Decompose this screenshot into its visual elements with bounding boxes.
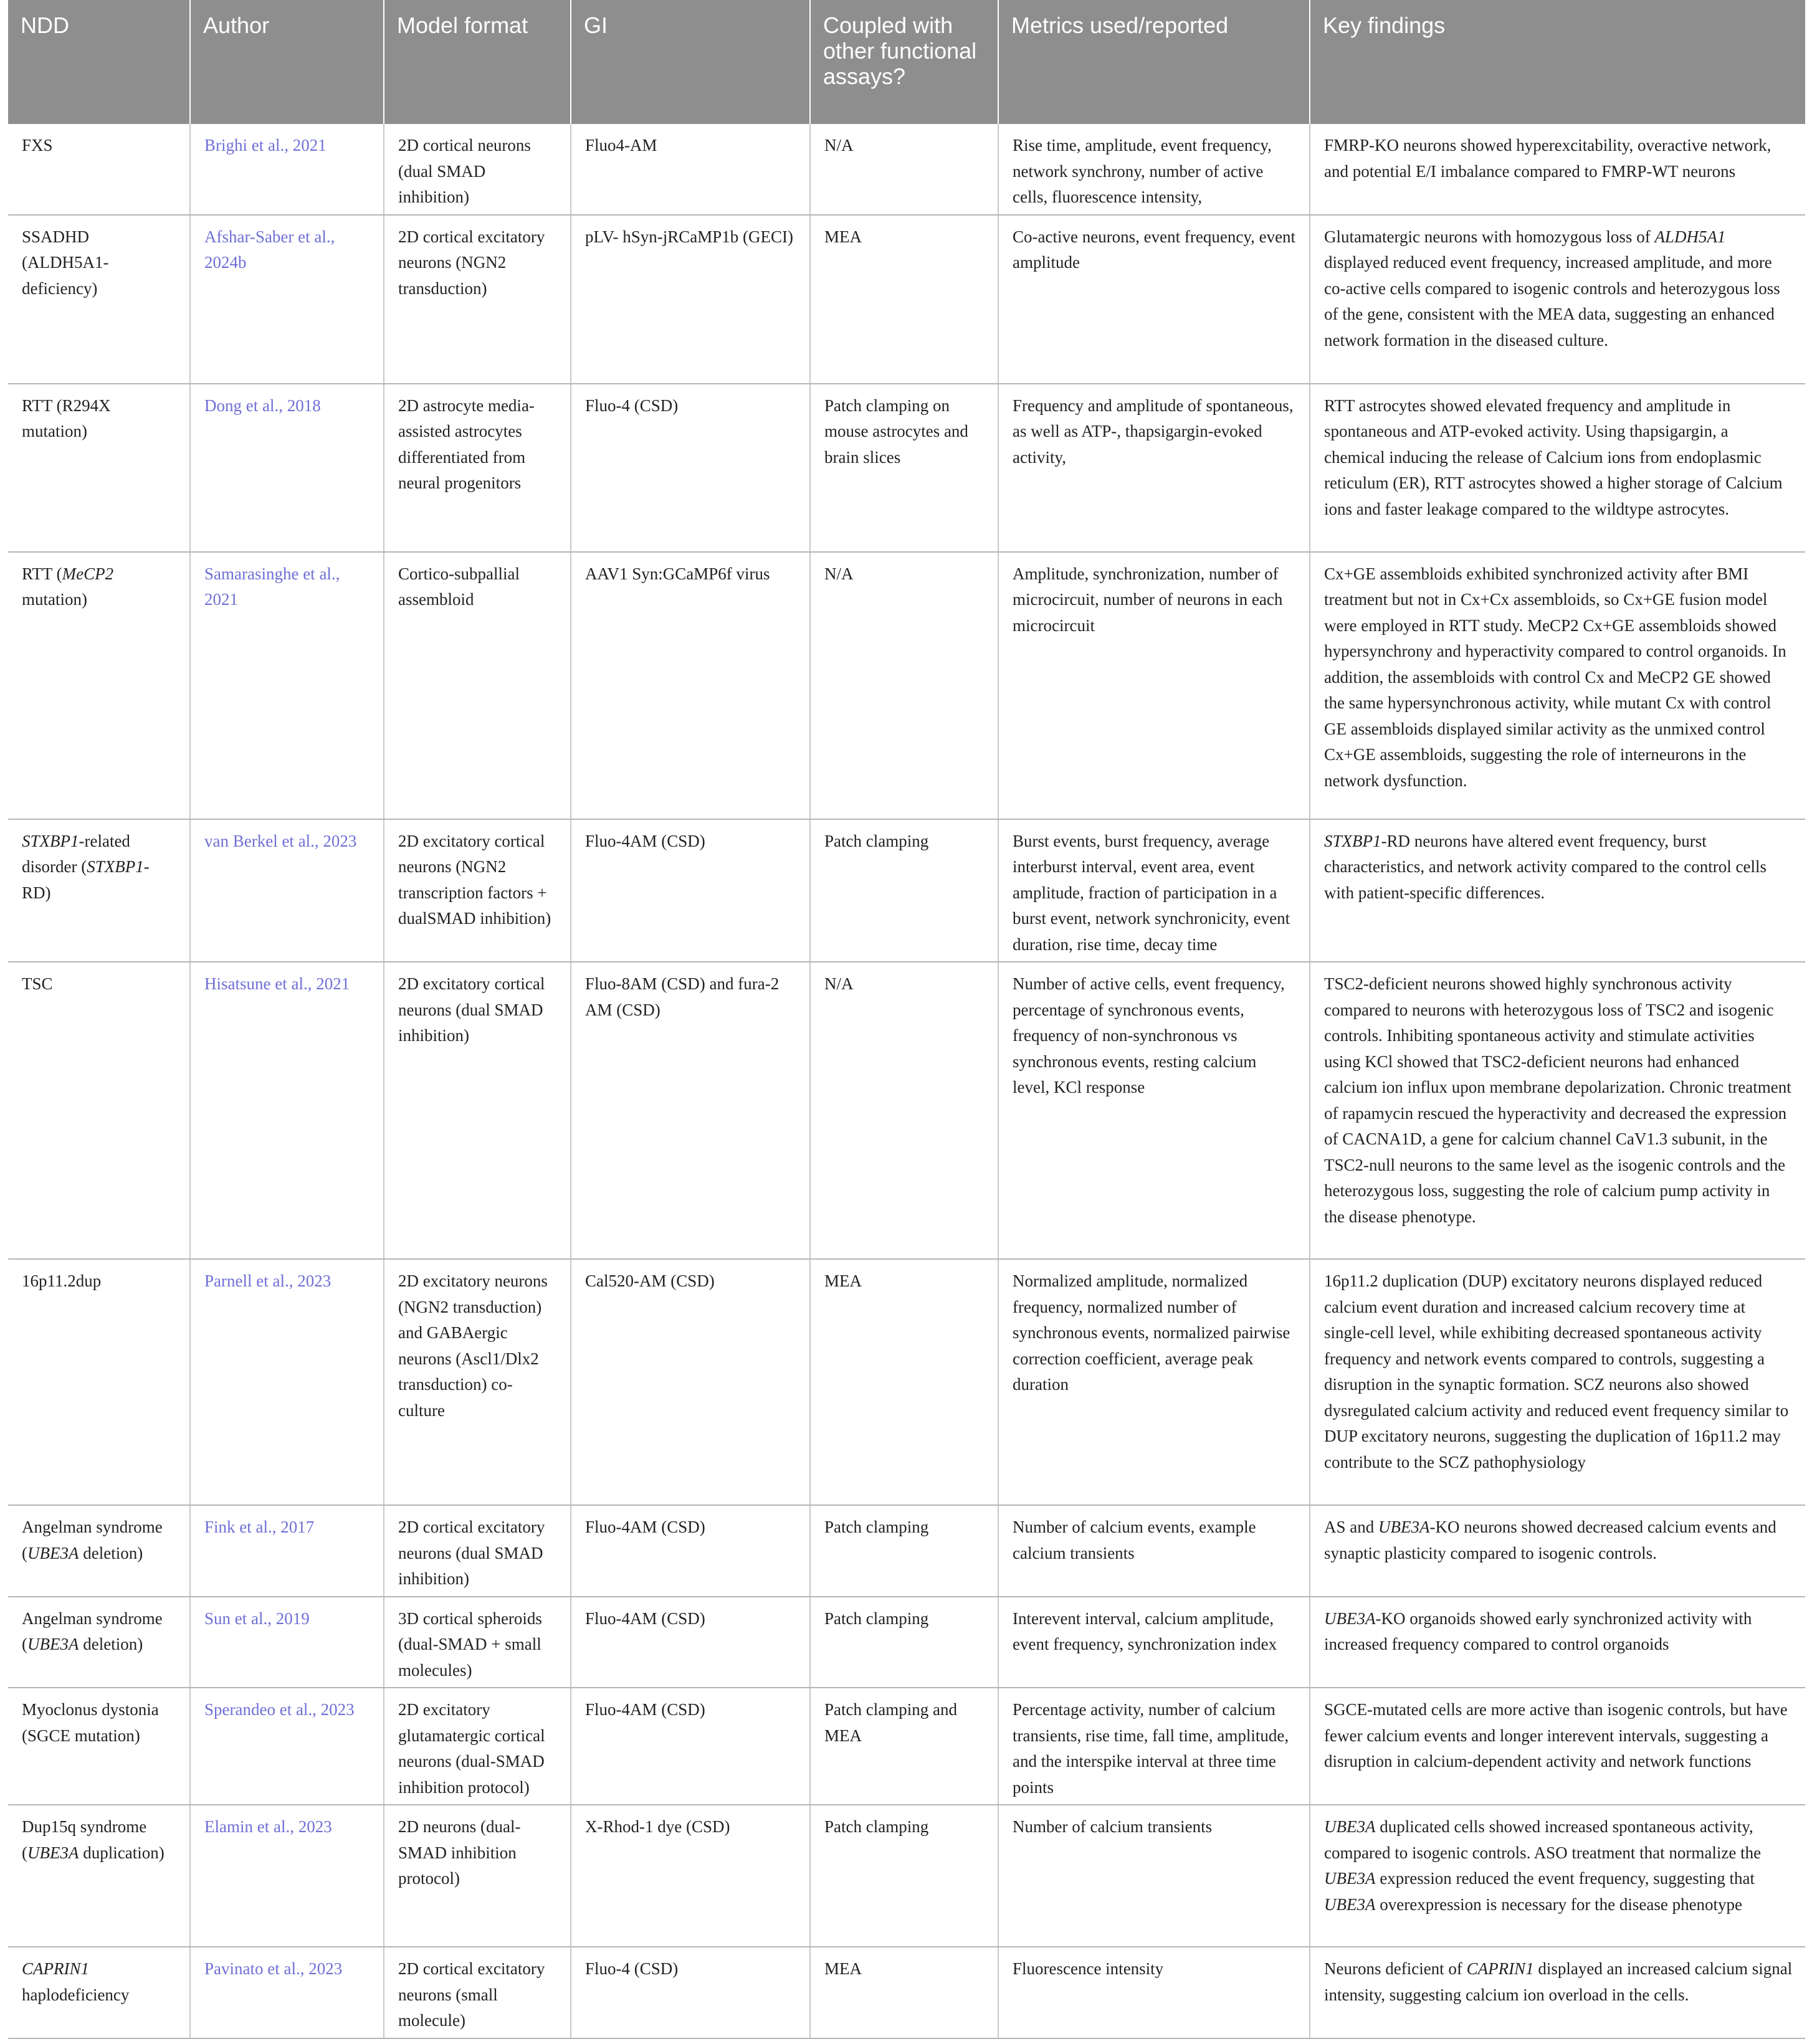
cell-model: 2D astrocyte media-assisted astrocytes differentiated from neural progenitors: [384, 384, 571, 552]
text-run: displayed reduced event frequency, increased amplitude, and more co-active cells compared to isogenic controls and heterozygous loss of the gene, consistent with the MEA data, suggesting an enhanced network formation in the diseased culture.: [1324, 253, 1780, 349]
cell-coupled: MEA: [810, 1259, 998, 1505]
table-row: [8, 1505, 1805, 1597]
cell-coupled: Patch clamping: [810, 1597, 998, 1688]
cell-model: 2D cortical excitatory neurons (small molecule): [384, 1947, 571, 2038]
cell-ndd: Myoclonus dystonia (SGCE mutation): [8, 1688, 190, 1805]
gene-name: STXBP1: [87, 857, 144, 876]
cell-model: 3D cortical spheroids (dual-SMAD + small molecules): [384, 1597, 571, 1688]
header-author: Author: [190, 0, 384, 124]
cell-model: 2D excitatory glutamatergic cortical neurons (dual-SMAD inhibition protocol): [384, 1688, 571, 1805]
gene-name: UBE3A: [27, 1543, 79, 1562]
cell-findings: 16p11.2 duplication (DUP) excitatory neurons displayed reduced calcium event duration and increased calcium recovery time at single-cell level, while exhibiting decreased spontaneous activity frequency and network events compared to controls, suggesting a disruption in the synaptic formation. SCZ neurons also showed dysregulated calcium activity and reduced event frequency similar to DUP excitatory neurons, suggesting the duplication of 16p11.2 may contribute to the SCZ pathophysiology: [1310, 1259, 1805, 1505]
citation-link[interactable]: Hisatsune et al., 2021: [190, 962, 384, 1259]
cell-ndd: [8, 1947, 190, 2038]
text-run: Glutamatergic neurons with homozygous loss of: [1324, 227, 1655, 246]
cell-metrics: Number of calcium transients: [998, 1805, 1310, 1947]
table-row: [8, 1597, 1805, 1688]
table-row: [8, 124, 1805, 215]
cell-ndd: TSC: [8, 962, 190, 1259]
cell-findings: [1310, 1947, 1805, 2038]
cell-metrics: Burst events, burst frequency, average interburst interval, event area, event amplitude, fraction of participation in a burst event, network synchronicity, event duration, rise time, decay time: [998, 819, 1310, 963]
text-run: displayed an increased calcium signal intensity, suggesting calcium ion overload in the cells.: [1324, 1959, 1793, 2004]
cell-metrics: Number of calcium events, example calcium transients: [998, 1505, 1310, 1597]
table-row: [8, 215, 1805, 384]
cell-findings: [1310, 1597, 1805, 1688]
text-run: duplicated cells showed increased spontaneous activity, compared to isogenic controls. ASO treatment that normalize the: [1324, 1817, 1762, 1862]
text-run: RTT (: [22, 564, 62, 583]
cell-model: 2D excitatory neurons (NGN2 transduction) and GABAergic neurons (Ascl1/Dlx2 transduction) co-culture: [384, 1259, 571, 1505]
table-row: [8, 1805, 1805, 1947]
citation-link[interactable]: Afshar-Saber et al., 2024b: [190, 215, 384, 384]
text-run: Neurons deficient of: [1324, 1959, 1467, 1978]
text-run: Angelman syndrome (: [22, 1518, 163, 1562]
text-run: overexpression is necessary for the disease phenotype: [1375, 1894, 1743, 1914]
header-row: [8, 0, 1805, 124]
text-run: deletion): [79, 1635, 143, 1653]
cell-gi: AAV1 Syn:GCaMP6f virus: [571, 552, 810, 819]
gene-name: CAPRIN1: [1466, 1959, 1534, 1978]
cell-ndd: [8, 1805, 190, 1947]
text-run: -related disorder (: [22, 831, 130, 876]
cell-findings: [1310, 1505, 1805, 1597]
table-row: [8, 1259, 1805, 1505]
cell-coupled: N/A: [810, 962, 998, 1259]
header-model-format: Model format: [384, 0, 571, 124]
gene-name: UBE3A: [1324, 1609, 1376, 1628]
citation-link[interactable]: Sperandeo et al., 2023: [190, 1688, 384, 1805]
header-gi: GI: [571, 0, 810, 124]
header-metrics: Metrics used/reported: [998, 0, 1310, 124]
cell-ndd: [8, 1505, 190, 1597]
cell-model: 2D neurons (dual-SMAD inhibition protocol): [384, 1805, 571, 1947]
cell-gi: Fluo-4 (CSD): [571, 1947, 810, 2038]
table-row: [8, 1688, 1805, 1805]
cell-gi: Fluo-4AM (CSD): [571, 1505, 810, 1597]
cell-metrics: Number of active cells, event frequency, percentage of synchronous events, frequency of non-synchronous vs synchronous events, resting calcium level, KCl response: [998, 962, 1310, 1259]
cell-metrics: Frequency and amplitude of spontaneous, as well as ATP-, thapsigargin-evoked activity,: [998, 384, 1310, 552]
cell-metrics: Amplitude, synchronization, number of microcircuit, number of neurons in each microcircuit: [998, 552, 1310, 819]
text-run: deletion): [79, 1543, 143, 1562]
gene-name: STXBP1: [22, 831, 79, 850]
gene-name: UBE3A: [27, 1843, 79, 1862]
cell-model: 2D excitatory cortical neurons (NGN2 transcription factors + dualSMAD inhibition): [384, 819, 571, 963]
cell-findings: FMRP-KO neurons showed hyperexcitability, overactive network, and potential E/I imbalance compared to FMRP-WT neurons: [1310, 124, 1805, 215]
table-row: [8, 1947, 1805, 2038]
cell-metrics: Fluorescence intensity: [998, 1947, 1310, 2038]
cell-findings: [1310, 215, 1805, 384]
text-run: mutation): [22, 590, 87, 609]
cell-ndd: RTT (R294X mutation): [8, 384, 190, 552]
cell-findings: [1310, 819, 1805, 963]
cell-model: 2D cortical neurons (dual SMAD inhibition): [384, 124, 571, 215]
text-run: Angelman syndrome (: [22, 1609, 163, 1653]
header-ndd: NDD: [8, 0, 190, 124]
gene-name: MeCP2: [62, 564, 114, 583]
gene-name: UBE3A: [27, 1635, 79, 1653]
cell-coupled: Patch clamping: [810, 1505, 998, 1597]
gene-name: ALDH5A1: [1654, 227, 1726, 246]
cell-model: 2D excitatory cortical neurons (dual SMAD inhibition): [384, 962, 571, 1259]
gene-name: STXBP1: [1324, 831, 1381, 850]
cell-gi: Cal520-AM (CSD): [571, 1259, 810, 1505]
header-coupled: Coupled with other functional assays?: [810, 0, 998, 124]
table-row: [8, 384, 1805, 552]
cell-metrics: Co-active neurons, event frequency, event amplitude: [998, 215, 1310, 384]
citation-link[interactable]: Pavinato et al., 2023: [190, 1947, 384, 2038]
cell-gi: Fluo-8AM (CSD) and fura-2 AM (CSD): [571, 962, 810, 1259]
cell-model: 2D cortical excitatory neurons (dual SMAD inhibition): [384, 1505, 571, 1597]
table-row: [8, 552, 1805, 819]
cell-metrics: Rise time, amplitude, event frequency, network synchrony, number of active cells, fluorescence intensity,: [998, 124, 1310, 215]
cell-ndd: FXS: [8, 124, 190, 215]
cell-gi: Fluo-4AM (CSD): [571, 1597, 810, 1688]
text-run: Dup15q syndrome (: [22, 1817, 147, 1862]
cell-gi: X-Rhod-1 dye (CSD): [571, 1805, 810, 1947]
cell-coupled: N/A: [810, 552, 998, 819]
cell-ndd: 16p11.2dup: [8, 1259, 190, 1505]
citation-link[interactable]: Brighi et al., 2021: [190, 124, 384, 215]
text-run: -RD): [22, 857, 150, 902]
cell-findings: RTT astrocytes showed elevated frequency and amplitude in spontaneous and ATP-evoked activity. Using thapsigargin, a chemical inducing the release of Calcium ions from endoplasmic reticulum (ER), RTT astrocytes showed a higher storage of Calcium ions and faster leakage compared to the wildtype astrocytes.: [1310, 384, 1805, 552]
cell-gi: Fluo-4AM (CSD): [571, 1688, 810, 1805]
cell-gi: Fluo-4 (CSD): [571, 384, 810, 552]
cell-model: Cortico-subpallial assembloid: [384, 552, 571, 819]
gene-name: UBE3A: [1378, 1518, 1430, 1536]
gene-name: UBE3A: [1324, 1817, 1376, 1836]
cell-model: 2D cortical excitatory neurons (NGN2 transduction): [384, 215, 571, 384]
cell-ndd: [8, 552, 190, 819]
text-run: haplodeficiency: [22, 1985, 130, 2004]
cell-coupled: Patch clamping on mouse astrocytes and brain slices: [810, 384, 998, 552]
cell-findings: Cx+GE assembloids exhibited synchronized activity after BMI treatment but not in Cx+Cx assembloids, so Cx+GE fusion model were employed in RTT study. MeCP2 Cx+GE assembloids showed hypersynchrony and hyperactivity compared to control organoids. In addition, the assembloids with control Cx and MeCP2 GE showed the same hypersynchronous activity, while mutant Cx with control GE assembloids displayed similar activity as the unmixed control Cx+GE assembloids, suggesting the role of interneurons in the network dysfunction.: [1310, 552, 1805, 819]
text-run: -RD neurons have altered event frequency, burst characteristics, and network activity compared to the control cells with patient-specific differences.: [1324, 831, 1767, 902]
cell-findings: [1310, 1805, 1805, 1947]
cell-gi: pLV- hSyn-jRCaMP1b (GECI): [571, 215, 810, 384]
cell-coupled: MEA: [810, 1947, 998, 2038]
cell-findings: TSC2-deficient neurons showed highly synchronous activity compared to neurons with heterozygous loss of TSC2 and isogenic controls. Inhibiting spontaneous activity and stimulate activities using KCl showed that TSC2-deficient neurons had enhanced calcium ion influx upon membrane depolarization. Chronic treatment of rapamycin rescued the hyperactivity and decreased the expression of CACNA1D, a gene for calcium channel CaV1.3 subunit, in the TSC2-null neurons to the same level as the isogenic controls and the heterozygous loss, suggesting the role of calcium pump activity in the disease phenotype.: [1310, 962, 1805, 1259]
cell-coupled: N/A: [810, 124, 998, 215]
citation-link[interactable]: Elamin et al., 2023: [190, 1805, 384, 1947]
cell-coupled: MEA: [810, 215, 998, 384]
text-run: -KO organoids showed early synchronized activity with increased frequency compared to control organoids: [1324, 1609, 1752, 1653]
table-row: [8, 819, 1805, 963]
cell-gi: Fluo4-AM: [571, 124, 810, 215]
gene-name: UBE3A: [1324, 1894, 1376, 1914]
cell-gi: Fluo-4AM (CSD): [571, 819, 810, 963]
ndd-calcium-imaging-table: [8, 0, 1805, 2039]
text-run: AS and: [1324, 1518, 1378, 1536]
cell-metrics: Percentage activity, number of calcium transients, rise time, fall time, amplitude, and the interspike interval at three time points: [998, 1688, 1310, 1805]
cell-metrics: Normalized amplitude, normalized frequency, normalized number of synchronous events, normalized pairwise correction coefficient, average peak duration: [998, 1259, 1310, 1505]
header-key-findings: Key findings: [1310, 0, 1805, 124]
text-run: expression reduced the event frequency, suggesting that: [1375, 1869, 1755, 1888]
citation-link[interactable]: van Berkel et al., 2023: [190, 819, 384, 963]
cell-metrics: Interevent interval, calcium amplitude, event frequency, synchronization index: [998, 1597, 1310, 1688]
cell-ndd: [8, 1597, 190, 1688]
gene-name: CAPRIN1: [22, 1959, 89, 1978]
cell-findings: SGCE-mutated cells are more active than isogenic controls, but have fewer calcium events and longer interevent intervals, suggesting a disruption in calcium-dependent activity and network functions: [1310, 1688, 1805, 1805]
gene-name: UBE3A: [1324, 1869, 1376, 1888]
cell-coupled: Patch clamping: [810, 819, 998, 963]
citation-link[interactable]: Fink et al., 2017: [190, 1505, 384, 1597]
citation-link[interactable]: Parnell et al., 2023: [190, 1259, 384, 1505]
table-row: [8, 962, 1805, 1259]
text-run: duplication): [79, 1843, 165, 1862]
cell-coupled: Patch clamping: [810, 1805, 998, 1947]
text-run: -KO neurons showed decreased calcium events and synaptic plasticity compared to isogenic controls.: [1324, 1518, 1776, 1562]
citation-link[interactable]: Dong et al., 2018: [190, 384, 384, 552]
cell-ndd: SSADHD (ALDH5A1-deficiency): [8, 215, 190, 384]
citation-link[interactable]: Samarasinghe et al., 2021: [190, 552, 384, 819]
citation-link[interactable]: Sun et al., 2019: [190, 1597, 384, 1688]
cell-ndd: [8, 819, 190, 963]
cell-coupled: Patch clamping and MEA: [810, 1688, 998, 1805]
